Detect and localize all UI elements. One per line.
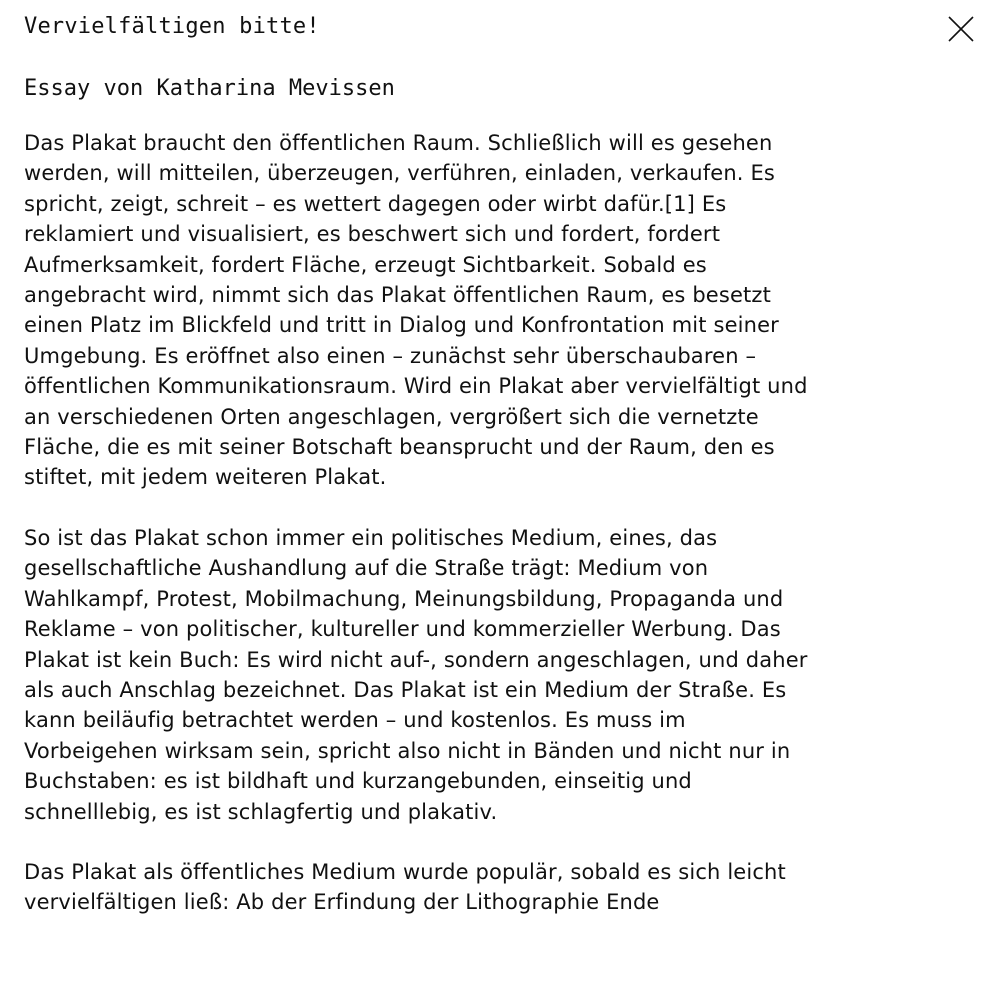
close-icon — [944, 12, 978, 46]
essay-page — [24, 10, 824, 948]
essay-paragraph: So ist das Plakat schon immer ein politisches Medium, eines, das gesellschaftliche Aushandlung auf die Straße trägt: Medium von Wahlkampf, Protest, Mobilmachung, Meinungsbildung, Propaganda und Reklame – von politischer, kultureller und kommerzieller Werbung. Das Plakat ist kein Buch: Es wird nicht auf-, sondern angeschlagen, und daher als auch Anschlag bezeichnet. Das Plakat ist ein Medium der Straße. Es kann beiläufig betrachtet werden – und kostenlos. Es muss im Vorbeigehen wirksam sein, spricht also nicht in Bänden und nicht nur in Buchstaben: es ist bildhaft und kurzangebunden, einseitig und schnelllebig, es ist schlagfertig und plakativ. — [24, 525, 808, 824]
essay-title: Vervielfältigen bitte! — [24, 14, 320, 39]
essay-body — [24, 128, 824, 918]
essay-author: Essay von Katharina Mevissen — [24, 76, 395, 101]
essay-paragraph: Das Plakat braucht den öffentlichen Raum. Schließlich will es gesehen werden, will mitteilen, überzeugen, verführen, einladen, verkaufen. Es spricht, zeigt, schreit – es wettert dagegen oder wirbt dafür.[1] Es reklamiert und visualisiert, es beschwert sich und fordert, fordert Aufmerksamkeit, fordert Fläche, erzeugt Sichtbarkeit. Sobald es angebracht wird, nimmt sich das Plakat öffentlichen Raum, es besetzt einen Platz im Blickfeld und tritt in Dialog und Konfrontation mit seiner Umgebung. Es eröffnet also einen – zunächst sehr überschaubaren – öffentlichen Kommunikationsraum. Wird ein Plakat aber vervielfältigt und an verschiedenen Orten angeschlagen, vergrößert sich die vernetzte Fläche, die es mit seiner Botschaft beansprucht und der Raum, den es stiftet, mit jedem weiteren Plakat. — [24, 131, 808, 490]
essay-paragraph: Das Plakat als öffentliches Medium wurde populär, sobald es sich leicht vervielfältigen ließ: Ab der Erfindung der Lithographie Ende — [24, 859, 786, 915]
close-button[interactable] — [944, 12, 978, 46]
